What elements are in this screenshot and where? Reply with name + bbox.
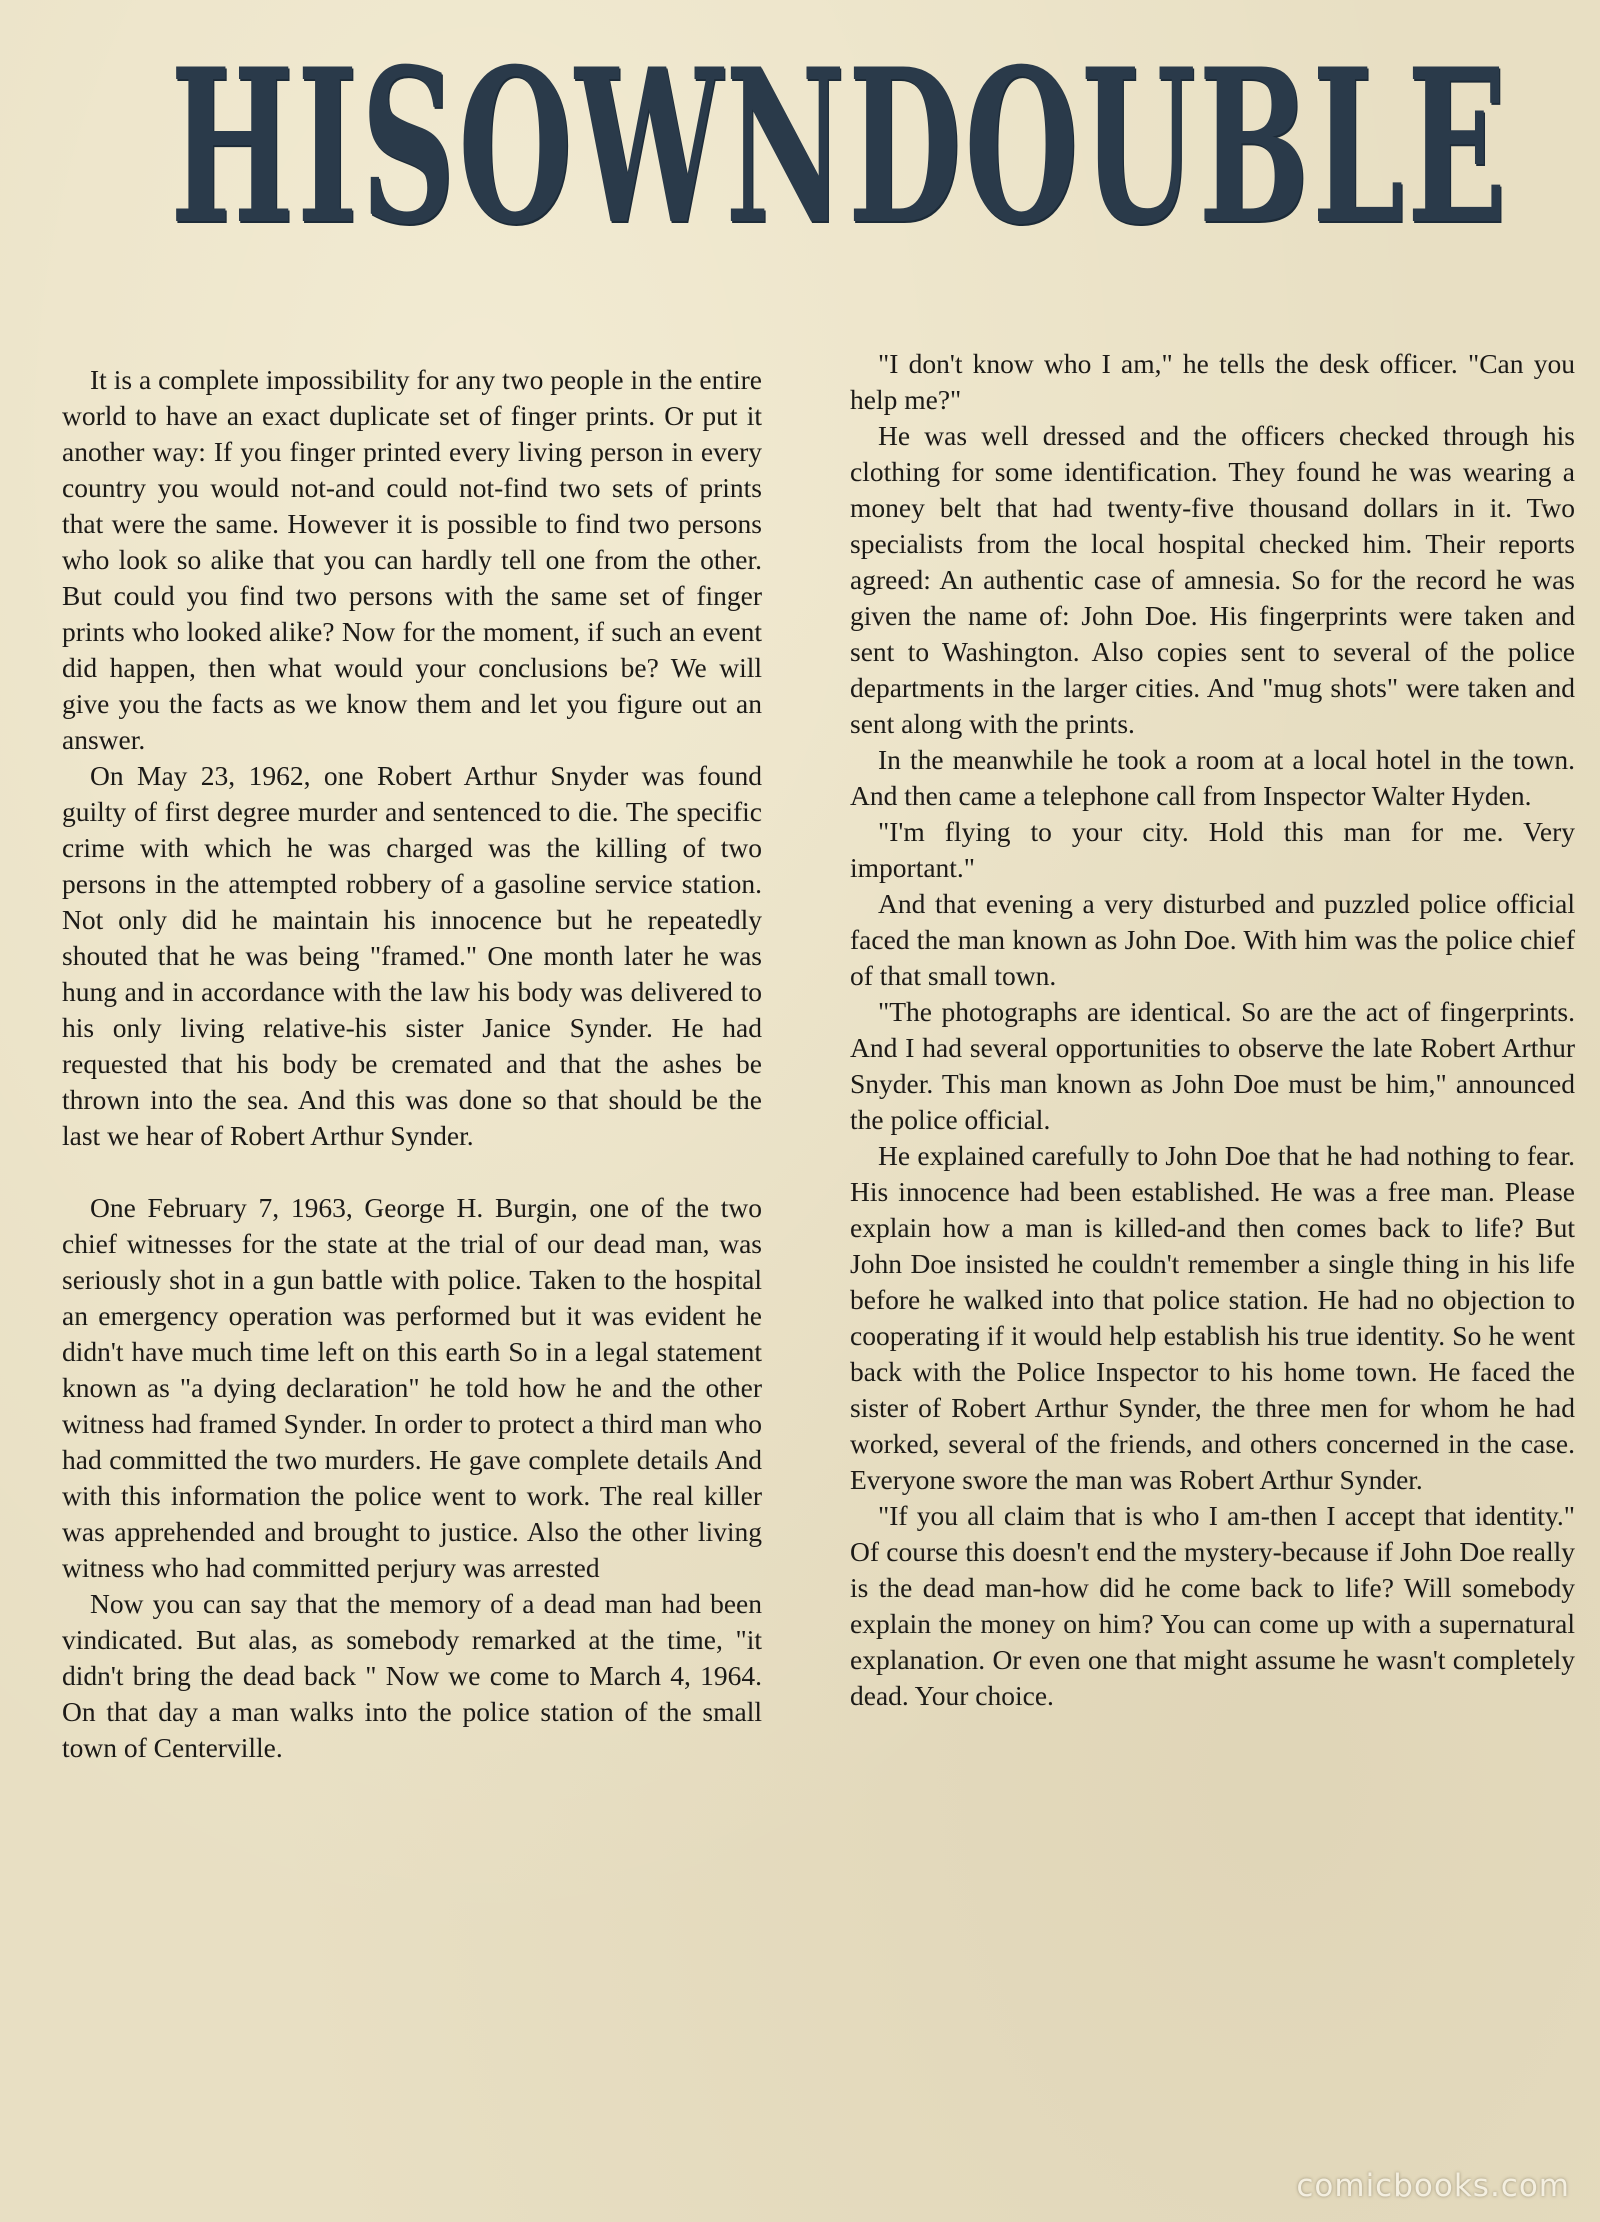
paragraph-intro: It is a complete impossibility for any two people in the entire world to have an exact duplicate set of finger prints. Or put it another way: If you finger printed every living person in every country you would not-and could not-find two sets of prints that were the same. However it is possible to find two persons who look so alike that you can hardly tell one from the other. But could you find two persons with the same set of finger prints who looked alike? Now for the moment, if such an event did happen, then what would your conclusions be? We will give you the facts as we know them and let you figure out an answer.: [62, 364, 762, 755]
paragraph-identification: He was well dressed and the officers checked through his clothing for some identification. They found he was wearing a money belt that had twenty-five thousand dollars in it. Two specialists from the local hospital checked him. Their reports agreed: An authentic case of amnesia. So for the record he was given the name of: John Doe. His fingerprints were taken and sent to Washington. Also copies sent to several of the police departments in the larger cities. And "mug shots" were taken and sent along with the prints.: [850, 420, 1575, 739]
paragraph-mystery: "If you all claim that is who I am-then I accept that identity." Of course this doesn't end the mystery-because if John Doe really is the dead man-how did he come back to life? Will somebody explain the money on him? You can come up with a supernatural explanation. Or even one that might assume he wasn't completely dead. Your choice.: [850, 1500, 1575, 1711]
paragraph-snyder-sentence: On May 23, 1962, one Robert Arthur Snyder was found guilty of first degree murder and sentenced to die. The specific crime with which he was charged was the killing of two persons in the attempted robbery of a gasoline service station. Not only did he maintain his innocence but he repeatedly shouted that he was being "framed." One month later he was hung and in accordance with the law his body was delivered to his only living relative-his sister Janice Synder. He had requested that his body be cremated and that the ashes be thrown into the sea. And this was done so that should be the last we hear of Robert Arthur Synder.: [62, 760, 762, 1151]
title-word-his: HIS: [170, 22, 459, 271]
title-word-own: OWN: [458, 22, 848, 271]
paragraph-desk-officer: "I don't know who I am," he tells the desk officer. "Can you help me?": [850, 348, 1575, 415]
paragraph-vindicated: Now you can say that the memory of a dead man had been vindicated. But alas, as somebody remarked at the time, "it didn't bring the dead back " Now we come to March 4, 1964. On that day a man walks into the police station of the small town of Centerville.: [62, 1588, 762, 1763]
paragraph-phone-quote: "I'm flying to your city. Hold this man for me. Very important.": [850, 816, 1575, 883]
site-watermark: comicbooks.com: [1296, 2168, 1570, 2204]
page-title: [170, 22, 1510, 272]
paragraph-identical: "The photographs are identical. So are the act of fingerprints. And I had several opportunities to observe the late Robert Arthur Snyder. This man known as John Doe must be him," announced the police official.: [850, 996, 1575, 1135]
right-column: [850, 346, 1575, 1714]
paragraph-burgin-confession: One February 7, 1963, George H. Burgin, one of the two chief witnesses for the state at the trial of our dead man, was seriously shot in a gun battle with police. Taken to the hospital an emergency operation was performed but it was evident he didn't have much time left on this earth So in a legal statement known as "a dying declaration" he told how he and the other witness had framed Synder. In order to protect a third man who had committed the two murders. He gave complete details And with this information the police went to work. The real killer was apprehended and brought to justice. Also the other living witness who had committed perjury was arrested: [62, 1192, 762, 1583]
title-word-double: DOUBLE: [847, 22, 1510, 271]
paragraph-explained: He explained carefully to John Doe that he had nothing to fear. His innocence had been established. He was a free man. Please explain how a man is killed-and then comes back to life? But John Doe insisted he couldn't remember a single thing in his life before he walked into that police station. He had no objection to cooperating if it would help establish his true identity. So he went back with the Police Inspector to his home town. He faced the sister of Robert Arthur Synder, the three men for whom he had worked, several of the friends, and others concerned in the case. Everyone swore the man was Robert Arthur Synder.: [850, 1140, 1575, 1495]
left-column: [62, 362, 762, 1766]
paragraph-hotel: In the meanwhile he took a room at a local hotel in the town. And then came a telephone call from Inspector Walter Hyden.: [850, 744, 1575, 811]
paragraph-evening: And that evening a very disturbed and puzzled police official faced the man known as John Doe. With him was the police chief of that small town.: [850, 888, 1575, 991]
